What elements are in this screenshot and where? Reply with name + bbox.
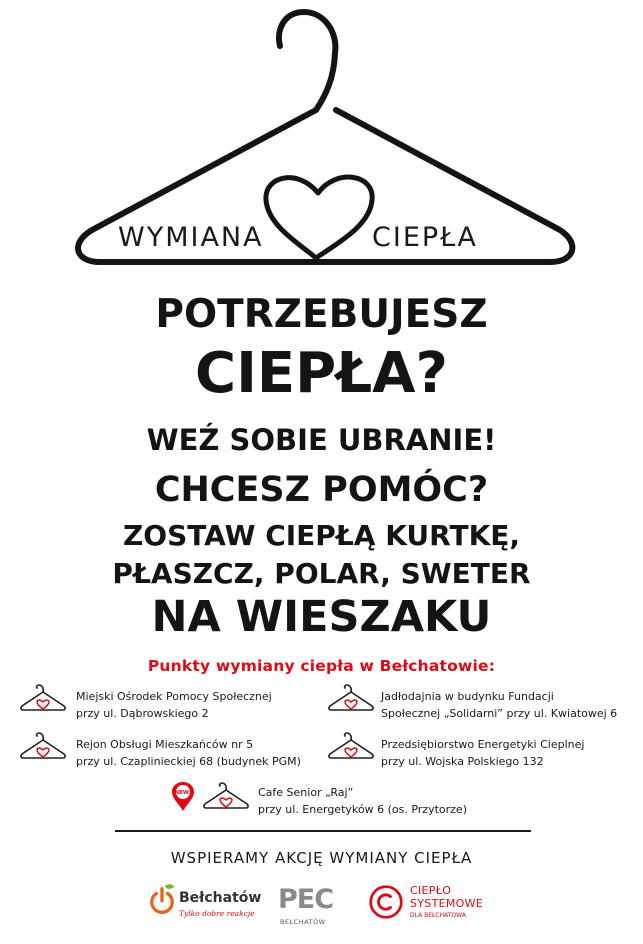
headline-line-7: NA WIESZAKU xyxy=(151,592,492,642)
cs-circle-icon xyxy=(368,884,404,920)
location-name: Jadłodajnia w budynku Fundacji xyxy=(381,690,554,703)
location-address: przy ul. Czaplinieckiej 68 (budynek PGM) xyxy=(76,755,301,768)
pec-sub: BEŁCHATÓW xyxy=(280,918,326,926)
cs-line1: CIEPŁO xyxy=(410,884,452,897)
location-item xyxy=(381,688,617,722)
headline-line-4: CHCESZ POMÓC? xyxy=(154,470,489,510)
location-item xyxy=(76,688,272,722)
hanger-heart-icon xyxy=(18,684,68,714)
hanger-heart-icon xyxy=(326,732,376,762)
hanger-heart-icon xyxy=(0,0,643,290)
location-pin-icon xyxy=(170,780,196,812)
locations-title: Punkty wymiany ciepła w Bełchatowie: xyxy=(147,657,496,675)
divider xyxy=(115,830,531,832)
location-address: Społecznej „Solidarni” przy ul. Kwiatowej 6 xyxy=(381,707,618,720)
new-badge: NEW! xyxy=(174,790,192,796)
hanger-heart-icon xyxy=(326,684,376,714)
location-item xyxy=(76,736,301,770)
cs-line2: SYSTEMOWE xyxy=(410,897,484,910)
hanger-label-right: CIEPŁA xyxy=(372,222,478,253)
location-name: Cafe Senior „Raj” xyxy=(258,786,354,799)
location-address: przy ul. Energetyków 6 (os. Przytorze) xyxy=(258,803,467,816)
location-address: przy ul. Dąbrowskiego 2 xyxy=(76,707,209,720)
location-address: przy ul. Wojska Polskiego 132 xyxy=(381,755,544,768)
belchatow-tagline: Tylko dobre reakcje xyxy=(179,909,255,918)
location-name: Rejon Obsługi Mieszkańców nr 5 xyxy=(76,738,254,751)
pec-logo xyxy=(278,882,348,932)
headline-line-2: CIEPŁA? xyxy=(194,341,448,406)
cs-line3: DLA BEŁCHATOWA xyxy=(410,912,466,919)
headline-line-5: ZOSTAW CIEPŁĄ KURTKĘ, xyxy=(122,519,521,552)
headline-line-1: POTRZEBUJESZ xyxy=(155,292,488,337)
support-text: WSPIERAMY AKCJĘ WYMIANY CIEPŁA xyxy=(170,849,473,867)
location-name: Przedsiębiorstwo Energetyki Cieplnej xyxy=(381,738,585,751)
location-item xyxy=(381,736,584,770)
cieplo-systemowe-logo xyxy=(368,882,498,932)
pec-name: PEC xyxy=(278,884,334,915)
headline-line-6: PŁASZCZ, POLAR, SWETER xyxy=(112,557,531,590)
belchatow-name: Bełchatów xyxy=(179,890,262,906)
location-item xyxy=(258,784,467,818)
headline-line-3: WEŹ SOBIE UBRANIE! xyxy=(146,423,497,457)
hanger-label-left: WYMIANA xyxy=(118,222,264,253)
hanger-heart-icon xyxy=(18,732,68,762)
hanger-heart-icon xyxy=(201,782,251,812)
power-icon xyxy=(148,884,176,916)
belchatow-logo xyxy=(148,882,268,932)
location-name: Miejski Ośrodek Pomocy Społecznej xyxy=(76,690,272,703)
